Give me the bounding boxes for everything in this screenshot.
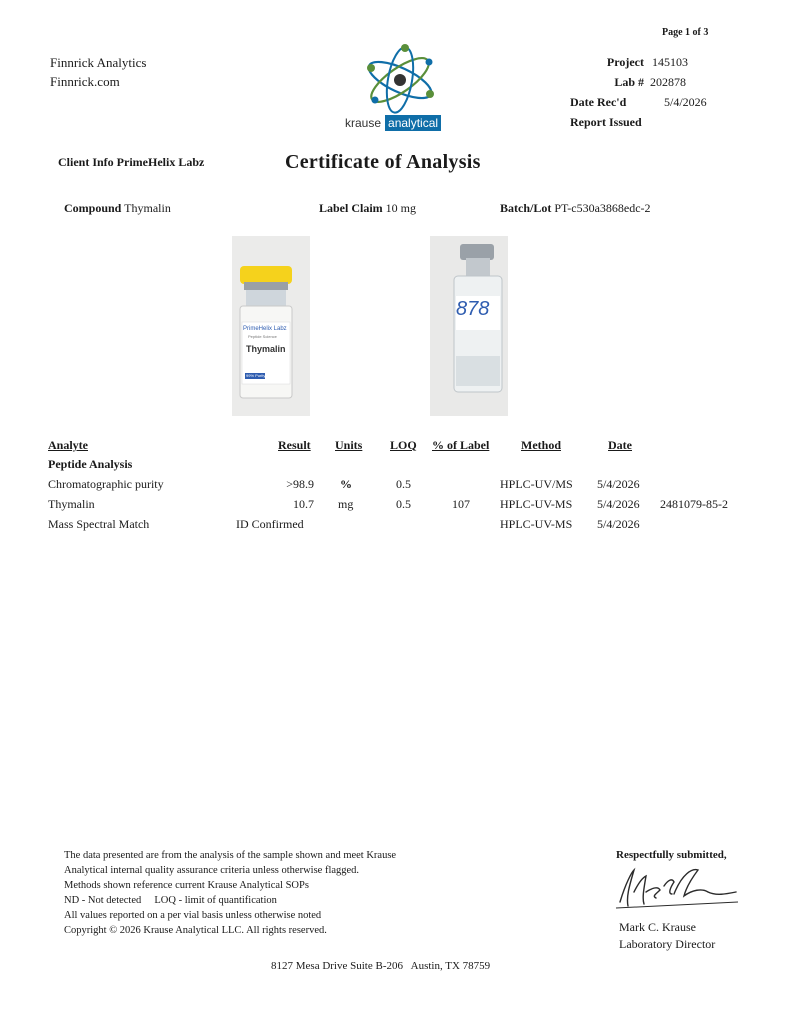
row2-pct: 107 (452, 497, 470, 511)
page-number: Page 1 of 3 (662, 27, 709, 38)
vial-number: 878 (456, 298, 490, 320)
label-claim-value: 10 mg (385, 201, 417, 215)
vial-back-image (430, 236, 508, 416)
logo-word-krause: krause (345, 116, 382, 130)
row3-date: 5/4/2026 (597, 517, 640, 531)
client-value: PrimeHelix Labz (116, 155, 205, 169)
header-date: Date (608, 438, 632, 452)
batch-label: Batch/Lot (500, 201, 552, 215)
lab-site: Finnrick.com (50, 74, 120, 89)
label-claim-row (319, 201, 416, 216)
row1-result: >98.9 (286, 477, 314, 491)
krause-logo (345, 42, 455, 134)
date-received-value: 5/4/2026 (664, 95, 707, 109)
note-line: Copyright © 2026 Krause Analytical LLC. All rights reserved. (64, 925, 327, 936)
footer-notes (64, 848, 396, 938)
header-units: Units (335, 438, 363, 452)
client-info (58, 155, 204, 170)
vial-brand: PrimeHelix Labz (243, 326, 287, 332)
row1-date: 5/4/2026 (597, 477, 640, 491)
row1-method: HPLC-UV/MS (500, 477, 573, 491)
project-value: 145103 (652, 55, 688, 69)
row1-loq: 0.5 (396, 477, 411, 491)
signature-heading: Respectfully submitted, (616, 849, 727, 861)
header-pct-label: % of Label (432, 438, 490, 452)
row3-result: ID Confirmed (236, 517, 304, 531)
vial-purity-tag: 99% Purity (246, 373, 266, 378)
row3-method: HPLC-UV-MS (500, 517, 573, 531)
note-line: ND - Not detected LOQ - limit of quantification (64, 895, 277, 906)
note-line: Analytical internal quality assurance criteria unless otherwise flagged. (64, 865, 360, 876)
vial-sub: Peptide Science (248, 334, 277, 339)
note-line: Methods shown reference current Krause Analytical SOPs (64, 880, 309, 891)
row2-units: mg (338, 497, 354, 511)
note-line: The data presented are from the analysis of the sample shown and meet Krause (64, 850, 397, 861)
lab-address: 8127 Mesa Drive Suite B-206 Austin, TX 78759 (271, 960, 491, 972)
lab-number-value: 202878 (650, 75, 686, 89)
header-method: Method (521, 438, 561, 452)
compound-row (64, 201, 171, 216)
compound-value: Thymalin (124, 201, 171, 215)
signature-image (612, 862, 742, 919)
section-peptide-analysis: Peptide Analysis (48, 457, 133, 471)
vial-back-photo (430, 236, 508, 416)
vial-product: Thymalin (246, 344, 286, 354)
header-result: Result (278, 438, 311, 452)
header-analyte: Analyte (48, 438, 88, 452)
row2-method: HPLC-UV-MS (500, 497, 573, 511)
handwritten-signature-icon (612, 862, 742, 914)
note-line: All values reported on a per vial basis unless otherwise noted (64, 910, 322, 921)
lab-number-label: Lab # (614, 75, 644, 89)
header-loq: LOQ (390, 438, 417, 452)
row1-units: % (340, 477, 352, 491)
lab-name: Finnrick Analytics (50, 55, 147, 70)
row2-extra: 2481079-85-2 (660, 497, 728, 511)
row1-analyte: Chromatographic purity (48, 477, 164, 491)
label-claim-label: Label Claim (319, 201, 383, 215)
client-label: Client Info (58, 155, 114, 169)
row2-loq: 0.5 (396, 497, 411, 511)
signer-role: Laboratory Director (619, 937, 716, 951)
document-title: Certificate of Analysis (285, 151, 481, 173)
signer-name: Mark C. Krause (619, 920, 696, 934)
project-label: Project (606, 55, 644, 69)
row2-date: 5/4/2026 (597, 497, 640, 511)
logo-word-analytical: analytical (385, 115, 441, 131)
batch-value: PT-c530a3868edc-2 (554, 201, 651, 215)
row2-analyte: Thymalin (48, 497, 95, 511)
batch-row (500, 201, 651, 216)
report-issued-label: Report Issued (570, 115, 642, 129)
row2-result: 10.7 (293, 497, 314, 511)
atom-icon (345, 42, 455, 114)
vial-front-photo (232, 236, 310, 416)
row3-analyte: Mass Spectral Match (48, 517, 150, 531)
date-received-label: Date Rec'd (570, 95, 627, 109)
compound-label: Compound (64, 201, 122, 215)
